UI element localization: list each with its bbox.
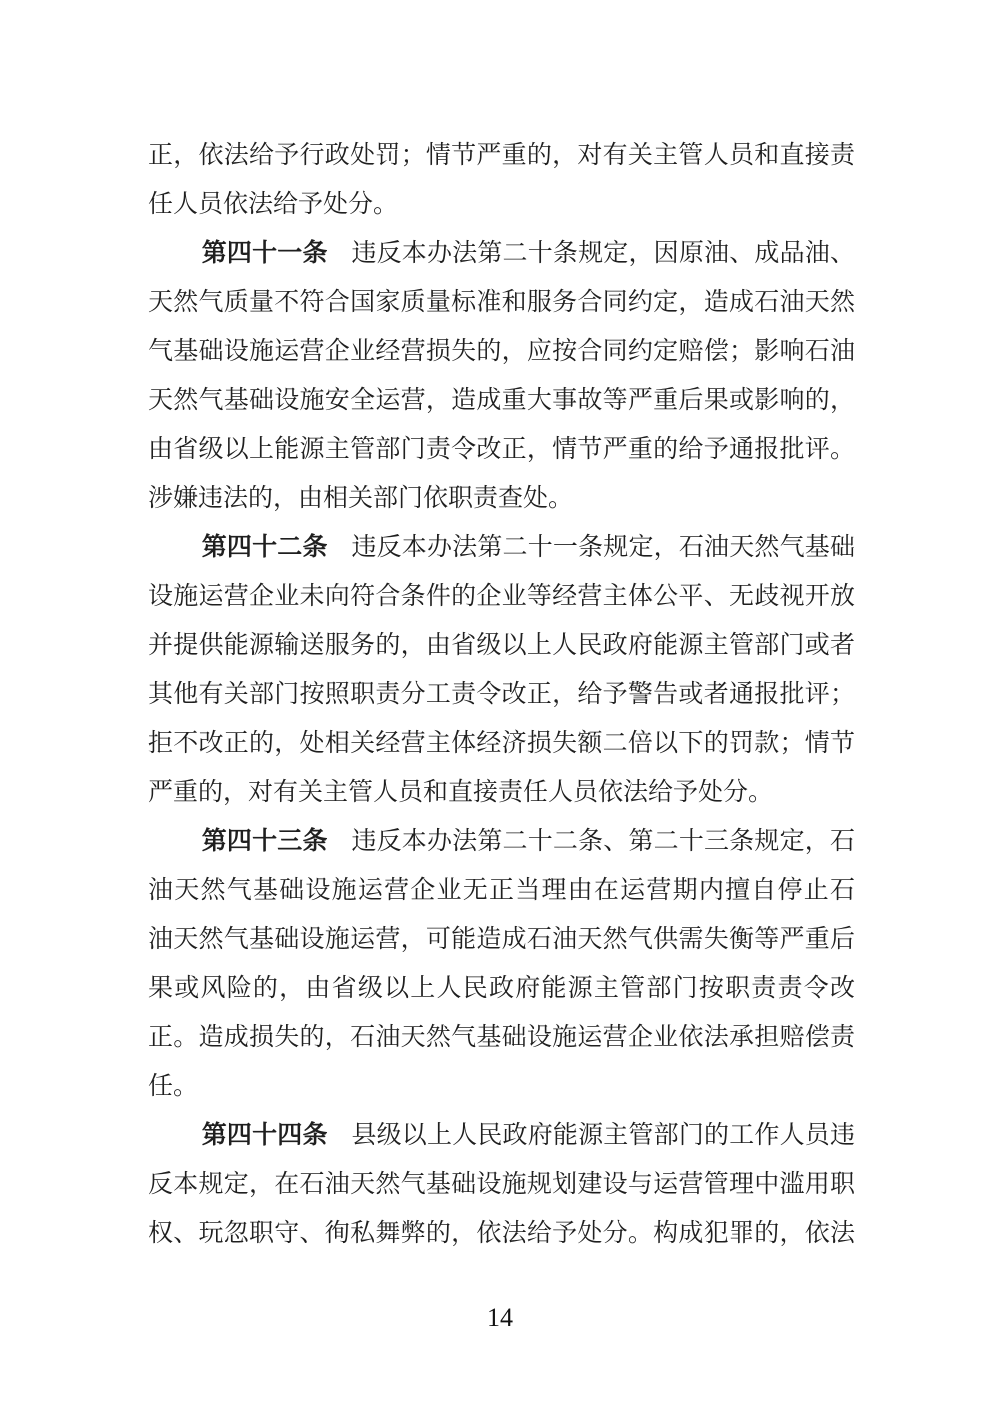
- document-body: [148, 131, 855, 1258]
- article-first-line: [148, 523, 855, 572]
- article-body-line: 天然气基础设施安全运营，造成重大事故等严重后果或影响的，: [148, 387, 855, 414]
- article-number: 第四十二条: [201, 533, 328, 561]
- article-lead-text: 县级以上人民政府能源主管部门的工作人员违: [351, 1122, 855, 1149]
- article-body-line: 反本规定，在石油天然气基础设施规划建设与运营管理中滥用职: [148, 1171, 855, 1198]
- article-body-line: 拒不改正的，处相关经营主体经济损失额二倍以下的罚款；情节: [148, 730, 855, 757]
- article-first-line: [148, 1111, 855, 1160]
- article-number: 第四十四条: [201, 1121, 328, 1149]
- page-number: 14: [487, 1303, 513, 1332]
- article-lead-text: 违反本办法第二十二条、第二十三条规定，石: [351, 828, 855, 855]
- article-body-line: 果或风险的，由省级以上人民政府能源主管部门按职责责令改: [148, 975, 855, 1002]
- article-body-line: 油天然气基础设施运营企业无正当理由在运营期内擅自停止石: [148, 877, 855, 904]
- article-first-line: [148, 817, 855, 866]
- article-body-line: 由省级以上能源主管部门责令改正，情节严重的给予通报批评。: [148, 436, 855, 463]
- article-body-line: 天然气质量不符合国家质量标准和服务合同约定，造成石油天然: [148, 289, 855, 316]
- article-body-line: 油天然气基础设施运营，可能造成石油天然气供需失衡等严重后: [148, 926, 855, 953]
- article-body-line: 任。: [148, 1073, 199, 1100]
- article-lead-text: 违反本办法第二十一条规定，石油天然气基础: [351, 534, 855, 561]
- article-body-line: 并提供能源输送服务的，由省级以上人民政府能源主管部门或者: [148, 632, 855, 659]
- article-number: 第四十一条: [201, 239, 328, 267]
- article-body-line: 权、玩忽职守、徇私舞弊的，依法给予处分。构成犯罪的，依法: [148, 1220, 855, 1247]
- article-body-line: 设施运营企业未向符合条件的企业等经营主体公平、无歧视开放: [148, 583, 855, 610]
- page-footer: [0, 1303, 1000, 1333]
- article-lead-text: 违反本办法第二十条规定，因原油、成品油、: [351, 240, 855, 267]
- article-body-line: 气基础设施运营企业经营损失的，应按合同约定赔偿；影响石油: [148, 338, 855, 365]
- article-body-line: 涉嫌违法的，由相关部门依职责查处。: [148, 485, 574, 512]
- article-number: 第四十三条: [201, 827, 328, 855]
- article-body-line: 正。造成损失的，石油天然气基础设施运营企业依法承担赔偿责: [148, 1024, 855, 1051]
- article-body-line: 其他有关部门按照职责分工责令改正，给予警告或者通报批评；: [148, 681, 855, 708]
- article-body-line: 严重的，对有关主管人员和直接责任人员依法给予处分。: [148, 779, 774, 806]
- paragraph-line: 正，依法给予行政处罚；情节严重的，对有关主管人员和直接责: [148, 142, 855, 169]
- paragraph-line: 任人员依法给予处分。: [148, 191, 399, 218]
- article-first-line: [148, 229, 855, 278]
